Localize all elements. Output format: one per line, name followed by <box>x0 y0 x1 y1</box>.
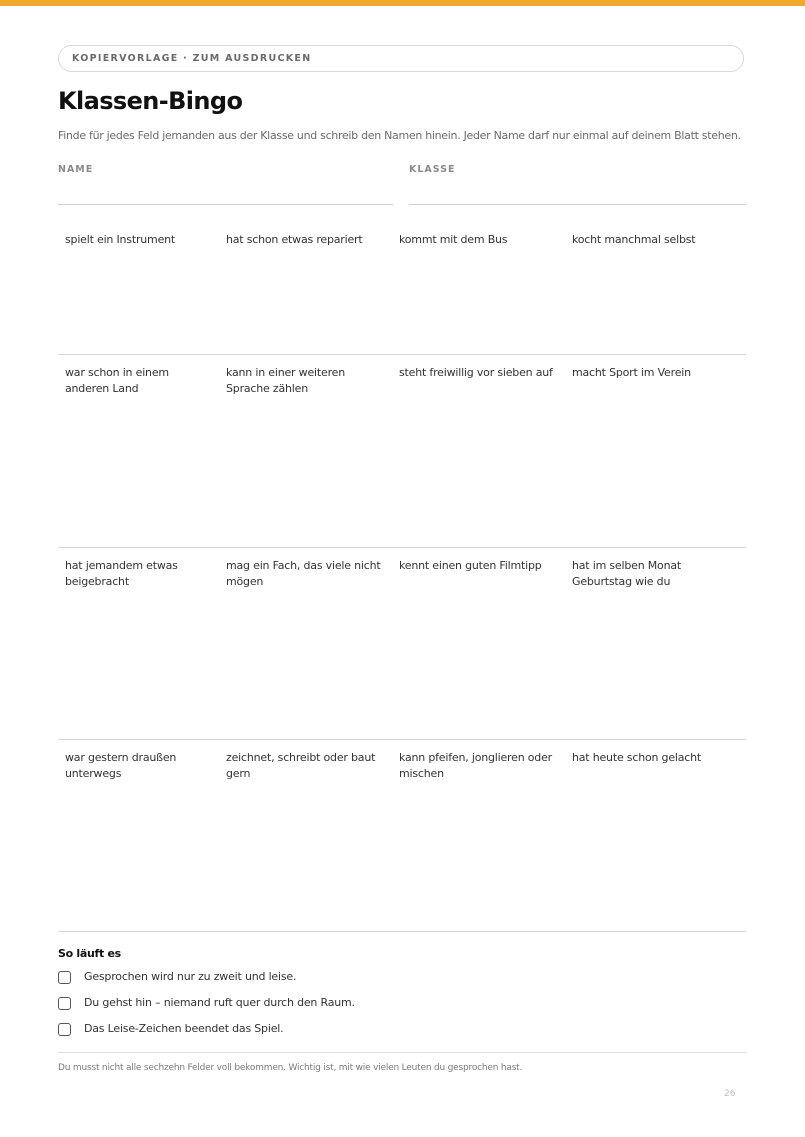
bingo-cell[interactable]: kocht manchmal selbst <box>572 233 696 246</box>
checkbox-icon[interactable] <box>58 997 71 1010</box>
rule-text: Gesprochen wird nur zu zweit und leise. <box>84 970 297 983</box>
bingo-cell[interactable]: zeichnet, schreibt oder baut gern <box>226 751 376 780</box>
bingo-cell[interactable]: war schon in einem anderen Land <box>65 366 169 395</box>
bingo-cell[interactable]: steht freiwillig vor sieben auf <box>399 366 553 379</box>
bingo-row-3 <box>58 548 746 740</box>
bingo-cell[interactable]: hat jemandem etwas beigebracht <box>65 559 178 588</box>
bingo-cell[interactable]: kann in einer weiteren Sprache zählen <box>226 366 345 395</box>
rule-text: Du gehst hin – niemand ruft quer durch den Raum. <box>84 996 355 1009</box>
class-field-label: KLASSE <box>409 164 456 175</box>
name-field-label: NAME <box>58 164 94 175</box>
bingo-cell[interactable]: macht Sport im Verein <box>572 366 691 379</box>
bingo-cell[interactable]: hat im selben Monat Geburtstag wie du <box>572 559 682 588</box>
bingo-cell[interactable]: hat schon etwas repariert <box>226 233 363 246</box>
rule-text: Das Leise-Zeichen beendet das Spiel. <box>84 1022 284 1035</box>
class-field-line[interactable] <box>409 204 746 205</box>
name-field-line[interactable] <box>58 204 393 205</box>
bingo-cell[interactable]: kennt einen guten Filmtipp <box>399 559 542 572</box>
bingo-row-1 <box>58 222 746 355</box>
rules-title: So läuft es <box>58 947 121 960</box>
page-title: Klassen-Bingo <box>58 87 243 115</box>
checkbox-icon[interactable] <box>58 971 71 984</box>
bingo-cell[interactable]: mag ein Fach, das viele nicht mögen <box>226 559 381 588</box>
checkbox-icon[interactable] <box>58 1023 71 1036</box>
accent-top-bar <box>0 0 805 6</box>
bingo-cell[interactable]: war gestern draußen unterwegs <box>65 751 177 780</box>
bingo-cell[interactable]: spielt ein Instrument <box>65 233 176 246</box>
intro-text: Finde für jedes Feld jemanden aus der Klasse und schreib den Namen hinein. Jeder Name darf nur einmal auf deinem Blatt stehen. <box>58 129 741 142</box>
bingo-cell[interactable]: kann pfeifen, jonglieren oder mischen <box>399 751 552 780</box>
footer-note: Du musst nicht alle sechzehn Felder voll bekommen. Wichtig ist, mit wie vielen Leuten du gesprochen hast. <box>58 1063 523 1073</box>
page-number: 26 <box>724 1089 736 1099</box>
bingo-grid <box>58 222 746 932</box>
bingo-row-2 <box>58 355 746 548</box>
worksheet-tag: KOPIERVORLAGE · ZUM AUSDRUCKEN <box>58 45 744 72</box>
bingo-row-4 <box>58 740 746 932</box>
bingo-cell[interactable]: kommt mit dem Bus <box>399 233 508 246</box>
footer-divider <box>58 1052 746 1053</box>
bingo-cell[interactable]: hat heute schon gelacht <box>572 751 702 764</box>
